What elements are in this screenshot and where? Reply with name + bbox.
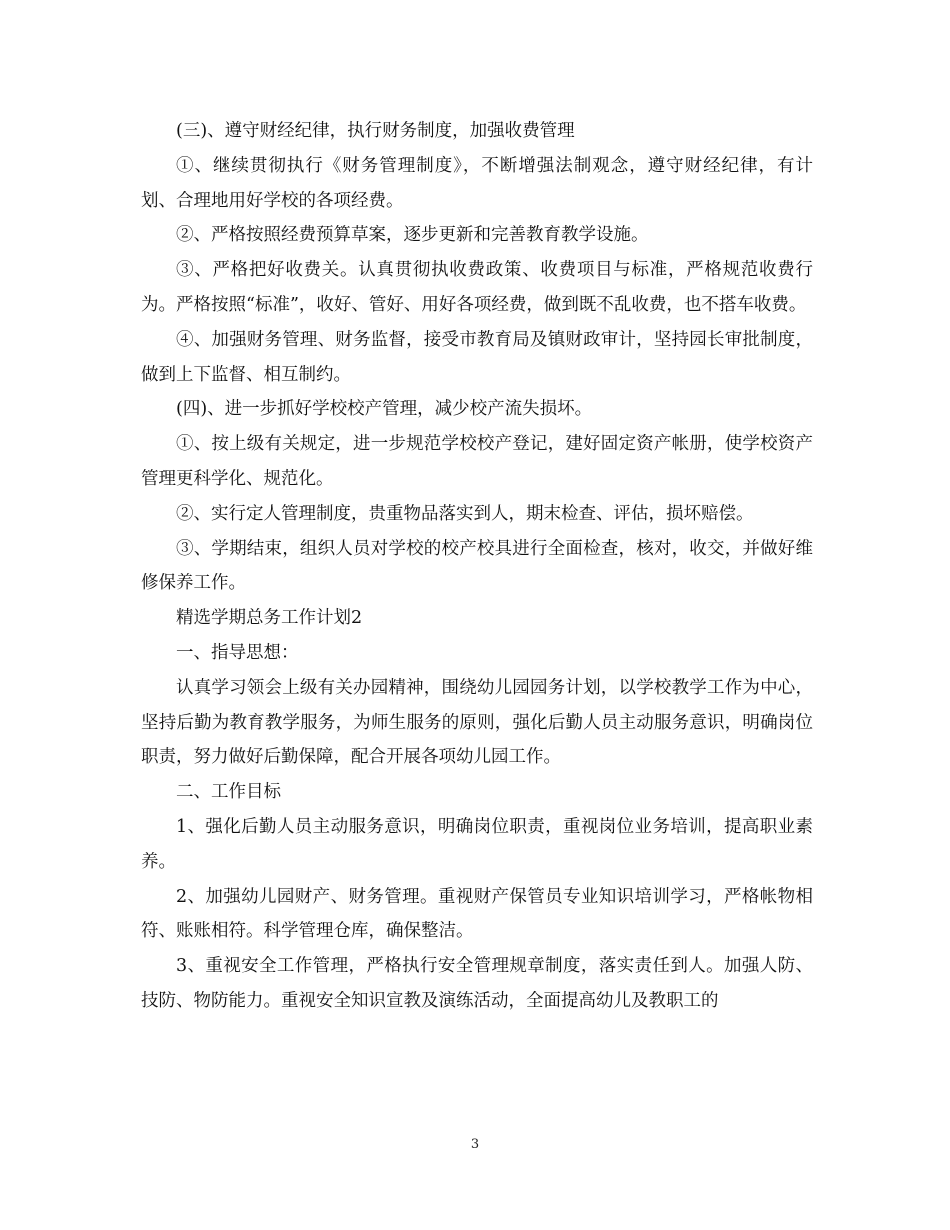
paragraph: 3、重视安全工作管理，严格执行安全管理规章制度，落实责任到人。加强人防、技防、物防能力。重视安全知识宣教及演练活动，全面提高幼儿及教职工的	[141, 956, 813, 1011]
section-heading-finance: (三)、遵守财经纪律，执行财务制度，加强收费管理	[176, 121, 575, 141]
paragraph: ④、加强财务管理、财务监督，接受市教育局及镇财政审计，坚持园长审批制度，做到上下监督、相互制约。	[141, 329, 813, 385]
paragraph: ②、实行定人管理制度，贵重物品落实到人，期末检查、评估，损坏赔偿。	[176, 503, 754, 524]
section-heading-assets: (四)、进一步抓好学校校产管理，减少校产流失损坏。	[176, 399, 593, 420]
document-body	[141, 114, 813, 1019]
paragraph: ②、严格按照经费预算草案，逐步更新和完善教育教学设施。	[176, 225, 649, 246]
section-heading-work-goals: 二、工作目标	[176, 782, 281, 803]
page-number: 3	[470, 1137, 480, 1152]
section-heading-guiding-ideology: 一、指导思想：	[176, 642, 299, 663]
paragraph: 1、强化后勤人员主动服务意识，明确岗位职责，重视岗位业务培训，提高职业素养。	[141, 816, 813, 872]
paragraph: 认真学习领会上级有关办园精神，围绕幼儿园园务计划，以学校教学工作为中心，坚持后勤为教育教学服务，为师生服务的原则，强化后勤人员主动服务意识，明确岗位职责，努力做好后勤保障，配合开展各项幼儿园工作。	[141, 677, 813, 768]
paragraph: ③、学期结束，组织人员对学校的校产校具进行全面检查，核对，收交，并做好维修保养工作。	[141, 538, 813, 594]
paragraph: 2、加强幼儿园财产、财务管理。重视财产保管员专业知识培训学习，严格帐物相符、账账相符。科学管理仓库，确保整洁。	[141, 886, 813, 942]
document-subtitle: 精选学期总务工作计划2	[176, 608, 363, 629]
paragraph: ①、继续贯彻执行《财务管理制度》，不断增强法制观念，遵守财经纪律，有计划、合理地用好学校的各项经费。	[141, 155, 813, 211]
paragraph: ③、严格把好收费关。认真贯彻执收费政策、收费项目与标准，严格规范收费行为。严格按照“标准”，收好、管好、用好各项经费，做到既不乱收费，也不搭车收费。	[141, 260, 813, 315]
paragraph: ①、按上级有关规定，进一步规范学校校产登记，建好固定资产帐册，使学校资产管理更科学化、规范化。	[141, 434, 813, 489]
